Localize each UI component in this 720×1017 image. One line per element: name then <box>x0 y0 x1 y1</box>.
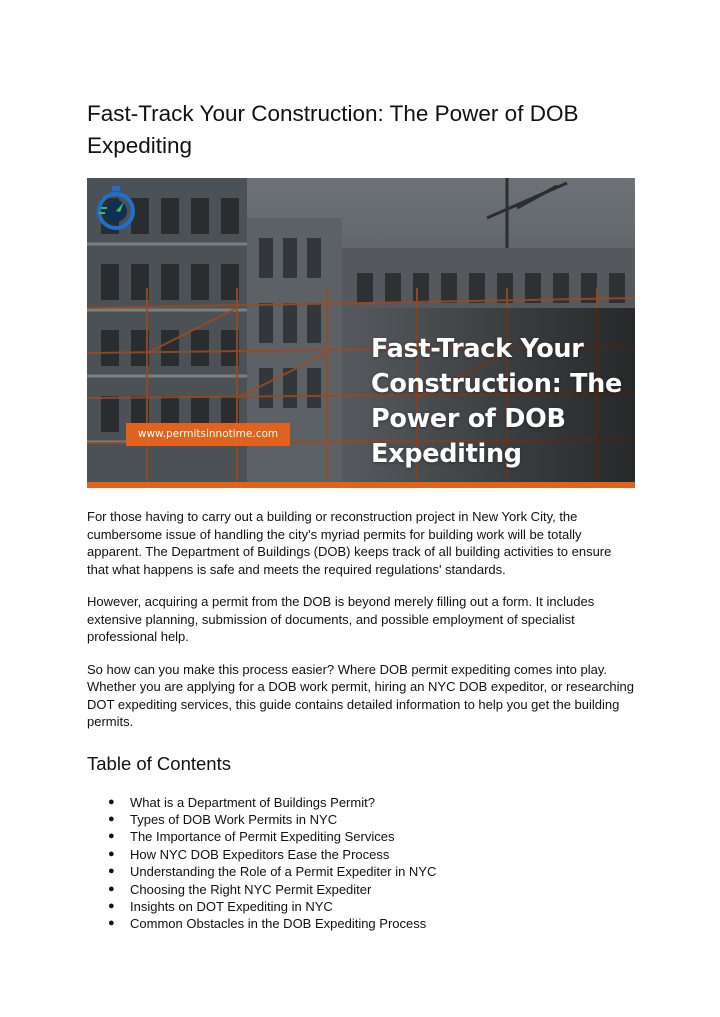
body-paragraph: So how can you make this process easier? Where DOB permit expediting comes into play. Whether you are applying for a DOB work permit, hiring an NYC DOB expeditor, or researching DOT expediting services, this guide contains detailed information to help you get the building permits. <box>87 661 634 729</box>
hero-title-line: Power of DOB <box>371 404 566 434</box>
hero-title-line: Fast-Track Your <box>371 334 584 364</box>
hero-image <box>87 178 635 488</box>
bullet-icon: ● <box>108 830 115 843</box>
toc-item-label: How NYC DOB Expeditors Ease the Process <box>130 846 390 862</box>
bullet-icon: ● <box>108 847 115 860</box>
toc-item-label: Common Obstacles in the DOB Expediting Process <box>130 916 427 932</box>
toc-item[interactable] <box>87 898 635 915</box>
hero-title-line: Construction: The <box>371 369 623 399</box>
toc-item[interactable] <box>87 863 635 880</box>
toc-list <box>87 794 635 933</box>
toc-item[interactable] <box>87 881 635 898</box>
accent-bar <box>87 482 635 488</box>
toc-item[interactable] <box>87 915 635 932</box>
body-paragraph: However, acquiring a permit from the DOB is beyond merely filling out a form. It includes extensive planning, submission of documents, and possible employment of specialist professional help. <box>87 594 595 644</box>
bullet-icon: ● <box>108 795 115 808</box>
toc-item[interactable] <box>87 811 635 828</box>
toc-item-label: Understanding the Role of a Permit Expediter in NYC <box>130 864 437 880</box>
intro-paragraph: For those having to carry out a building or reconstruction project in New York City, the cumbersome issue of handling the city's myriad permits for building work will be totally apparent. The Department of Buildings (DOB) keeps track of all building activities to ensure that what happens is safe and meets the required regulations' standards. <box>87 509 612 577</box>
toc-item[interactable] <box>87 846 635 863</box>
toc-item-label: Choosing the Right NYC Permit Expediter <box>130 881 372 897</box>
bullet-icon: ● <box>108 865 115 878</box>
toc-item[interactable] <box>87 794 635 811</box>
bullet-icon: ● <box>108 917 115 930</box>
hero-title <box>371 332 633 472</box>
bullet-icon: ● <box>108 812 115 825</box>
toc-item-label: Types of DOB Work Permits in NYC <box>130 811 338 827</box>
toc-item-label: The Importance of Permit Expediting Services <box>130 829 395 845</box>
toc-item[interactable] <box>87 828 635 845</box>
toc-heading: Table of Contents <box>87 752 231 774</box>
hero-title-line: Expediting <box>371 439 522 469</box>
bullet-icon: ● <box>108 882 115 895</box>
website-url-badge: www.permitsinnotime.com <box>126 423 290 446</box>
toc-item-label: Insights on DOT Expediting in NYC <box>130 898 333 914</box>
document-title: Fast-Track Your Construction: The Power of DOB Expediting <box>87 101 579 158</box>
document-page <box>87 98 635 933</box>
toc-item-label: What is a Department of Buildings Permit? <box>130 794 375 810</box>
bullet-icon: ● <box>108 899 115 912</box>
